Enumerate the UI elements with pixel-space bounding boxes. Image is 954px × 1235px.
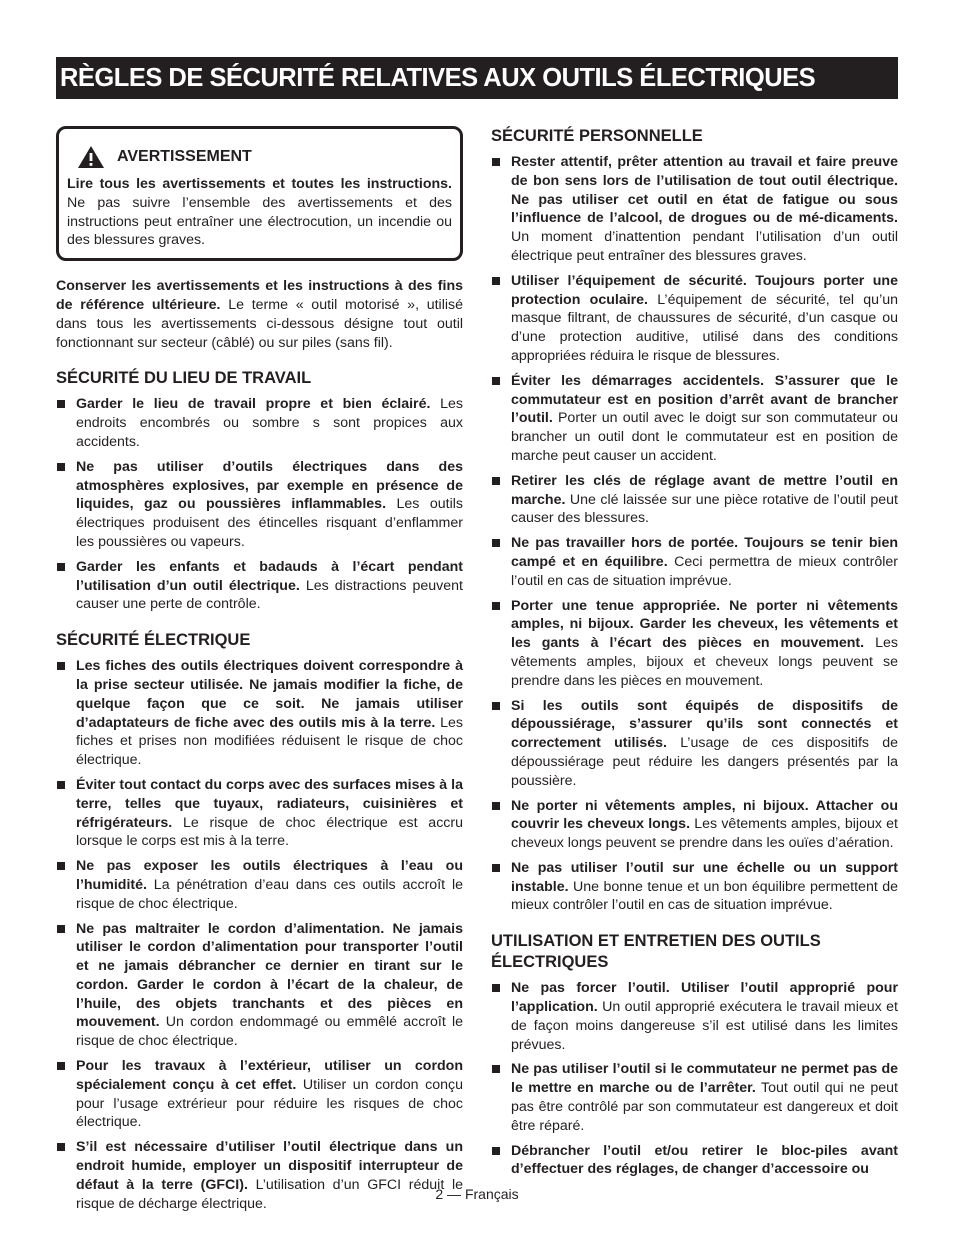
list-item (56, 558, 463, 614)
list-item (56, 395, 463, 451)
item-bold-text: Éviter tout contact du corps avec des surfaces mises à la terre, telles que tuyaux, radiateurs, cuisinières et réfrigérateurs. (76, 776, 463, 831)
page-title-banner (56, 57, 898, 99)
item-bold-text: Ne pas utiliser d’outils électriques dans des atmosphères explosives, par exemple en présence de liquides, gaz ou poussières inflammables. (76, 458, 463, 513)
item-body-text: Porter un outil avec le doigt sur son commutateur ou brancher un outil dont le commutateur est en position de marche peut causer un accident. (511, 410, 898, 464)
item-body-text: Un cordon endommagé ou emmêlé accroît le risque de choc électrique. (76, 1014, 463, 1050)
warning-heading: AVERTISSEMENT (117, 147, 252, 165)
item-body-text: Tout outil qui ne peut pas être contrôlé par son commutateur est dangereux et doit être réparé. (511, 1080, 898, 1134)
item-body-text: L’usage de ces dispositifs de dépoussiérage peut réduire les dangers présentés par la poussière. (511, 735, 898, 789)
list-item (56, 458, 463, 552)
item-body-text: Utiliser un cordon conçu pour l’usage extrérieur pour réduire les risques de choc électrique. (76, 1076, 463, 1131)
item-bold-text: Porter une tenue appropriée. Ne porter ni vêtements amples, ni bijoux. Garder les cheveux, les vêtements et les gants à l’écart des pièces en mouvement. (511, 597, 898, 652)
warning-body: Ne pas suivre l’ensemble des avertissements et des instructions peut entraîner une électrocution, un incendie ou des blessures graves. (67, 194, 452, 249)
list-item (56, 1057, 463, 1132)
warning-box (56, 126, 463, 261)
list-item (491, 797, 898, 853)
section-heading: SÉCURITÉ ÉLECTRIQUE (56, 631, 251, 650)
item-body-text: Les endroits encombrés ou sombre s sont propices aux accidents. (76, 396, 463, 450)
item-bold-text: Si les outils sont équipés de dispositifs de dépoussiérage, s’assurer qu’ils sont connectés et correctement utilisés. (511, 697, 898, 752)
left-sections (56, 368, 463, 1213)
page-title: RÈGLES DE SÉCURITÉ RELATIVES AUX OUTILS ÉLECTRIQUES (60, 64, 816, 92)
item-bold-text: Les fiches des outils électriques doivent correspondre à la prise secteur utilisée. Ne jamais modifier la fiche, de quelque façon que ce soit. Ne jamais utiliser d’adaptateurs de fiche avec des outils mis à la terre. (76, 658, 463, 731)
item-bold-text: S’il est nécessaire d’utiliser l’outil électrique dans un endroit humide, employer un dispositif interrupteur de défaut à la terre (GFCI). (76, 1139, 463, 1193)
item-bold-text: Ne porter ni vêtements amples, ni bijoux. Attacher ou couvrir les cheveux longs. (511, 797, 898, 833)
list-item (491, 597, 898, 691)
warning-bold: Lire tous les avertissements et toutes les instructions. (67, 176, 452, 192)
item-bold-text: Garder le lieu de travail propre et bien éclairé. (76, 396, 431, 413)
list-item (491, 979, 898, 1054)
item-body-text: Les fiches et prises non modifiées réduisent le risque de choc électrique. (76, 714, 463, 769)
list-item (56, 920, 463, 1052)
item-body-text: Une clé laissée sur une pièce rotative de l’outil peut causer des blessures. (511, 491, 898, 527)
list-item (491, 1142, 898, 1180)
list-item (491, 272, 898, 366)
bullet-list (56, 657, 463, 1213)
item-body-text: Une bonne tenue et un bon équilibre permettent de mieux contrôler l’outil en cas de situation imprévue. (511, 878, 898, 914)
list-item (491, 372, 898, 466)
intro-bold: Conserver les avertissements et les instructions à des fins de référence ultérieure. (56, 278, 463, 313)
list-item (56, 1138, 463, 1213)
item-bold-text: Retirer les clés de réglage avant de mettre l’outil en marche. (511, 472, 898, 508)
intro-paragraph (56, 277, 463, 352)
list-item (491, 472, 898, 528)
item-body-text: Le risque de choc électrique est accru lorsque le corps est mis à la terre. (76, 814, 463, 850)
item-bold-text: Rester attentif, prêter attention au travail et faire preuve de bon sens lors de l’utilisation de tout outil électrique. Ne pas utiliser cet outil en état de fatigue ou sous l’influence de l’alcool, de drogues ou de mé-dicaments. (511, 154, 898, 227)
item-bold-text: Éviter les démarrages accidentels. S’assurer que le commutateur est en position d’arrêt avant de brancher l’outil. (511, 372, 898, 427)
item-bold-text: Ne pas maltraiter le cordon d’alimentation. Ne jamais utiliser le cordon d’alimentation pour transporter l’outil et ne jamais débrancher ce dernier en tirant sur le cordon. Garder le cordon à l’écart de la chaleur, de l’huile, des objets tranchants et des pièces en mouvement. (76, 920, 463, 1031)
left-column (56, 126, 463, 1219)
item-bold-text: Utiliser l’équipement de sécurité. Toujours porter une protection oculaire. (511, 272, 898, 308)
item-body-text: Ceci permettra de mieux contrôler l’outil en cas de situation imprévue. (511, 553, 898, 589)
item-body-text: Les vêtements amples, bijoux et cheveux longs peuvent se prendre dans les ouïes d’aération. (511, 816, 899, 852)
bullet-list (491, 979, 898, 1179)
section-heading: UTILISATION ET ENTRETIEN DES OUTILS ÉLECTRIQUES (491, 932, 821, 972)
page-footer: 2 — Français (435, 1186, 519, 1202)
warning-header (77, 145, 452, 169)
warning-text (67, 175, 452, 250)
item-body-text: L’utilisation d’un GFCI réduit le risque de décharge électrique. (76, 1176, 463, 1212)
section-heading: SÉCURITÉ PERSONNELLE (491, 127, 703, 145)
item-body-text: Un outil approprié exécutera le travail mieux et de façon moins dangereuse s’il est utilisé dans les limites prévues. (511, 999, 898, 1053)
right-column (491, 126, 898, 1185)
item-body-text: Les outils électriques produisent des étincelles risquant d’enflammer les poussières ou vapeurs. (76, 496, 463, 550)
item-bold-text: Ne pas utiliser l’outil si le commutateur ne permet pas de le mettre en marche ou de l’arrêter. (511, 1061, 898, 1097)
item-body-text: La pénétration d’eau dans ces outils accroît le risque de choc électrique. (76, 876, 463, 912)
list-item (491, 153, 898, 266)
item-body-text: Les distractions peuvent causer une perte de contrôle. (76, 577, 463, 613)
item-bold-text: Pour les travaux à l’extérieur, utiliser un cordon spécialement conçu à cet effet. (76, 1058, 463, 1093)
list-item (56, 776, 463, 851)
item-body-text: Les vêtements amples, bijoux et cheveux longs peuvent se prendre dans les pièces en mouvement. (511, 635, 898, 689)
item-bold-text: Débrancher l’outil et/ou retirer le bloc-piles avant d’effectuer des réglages, de changer d’accessoire ou (511, 1142, 898, 1178)
item-bold-text: Ne pas utiliser l’outil sur une échelle ou un support instable. (511, 859, 898, 895)
list-item (56, 857, 463, 913)
section-heading: SÉCURITÉ DU LIEU DE TRAVAIL (56, 369, 312, 388)
bullet-list (491, 153, 898, 915)
item-body-text: L’équipement de sécurité, tel qu’un masque filtrant, de chaussures de sécurité, d’un casque ou d’une protection auditive, utilisé dans des conditions appropriées réduira le risque de blessures. (511, 291, 898, 364)
list-item (491, 534, 898, 590)
list-item (491, 1060, 898, 1135)
item-bold-text: Garder les enfants et badauds à l’écart pendant l’utilisation d’un outil électrique. (76, 558, 463, 594)
item-bold-text: Ne pas exposer les outils électriques à l’eau ou l’humidité. (76, 858, 463, 893)
item-body-text: Un moment d’inattention pendant l’utilisation d’un outil électrique peut entraîner des blessures graves. (511, 229, 898, 264)
warning-triangle-icon (77, 145, 105, 169)
item-bold-text: Ne pas forcer l’outil. Utiliser l’outil approprié pour l’application. (511, 980, 898, 1016)
list-item (56, 657, 463, 770)
item-bold-text: Ne pas travailler hors de portée. Toujours se tenir bien campé et en équilibre. (511, 535, 898, 570)
right-sections (491, 126, 898, 1179)
list-item (491, 859, 898, 915)
intro-body: Le terme « outil motorisé », utilisé dans tous les avertissements ci-dessous désigne tout outil fonctionnant sur secteur (câblé) ou sur piles (sans fil). (56, 296, 464, 351)
list-item (491, 697, 898, 791)
bullet-list (56, 395, 463, 614)
